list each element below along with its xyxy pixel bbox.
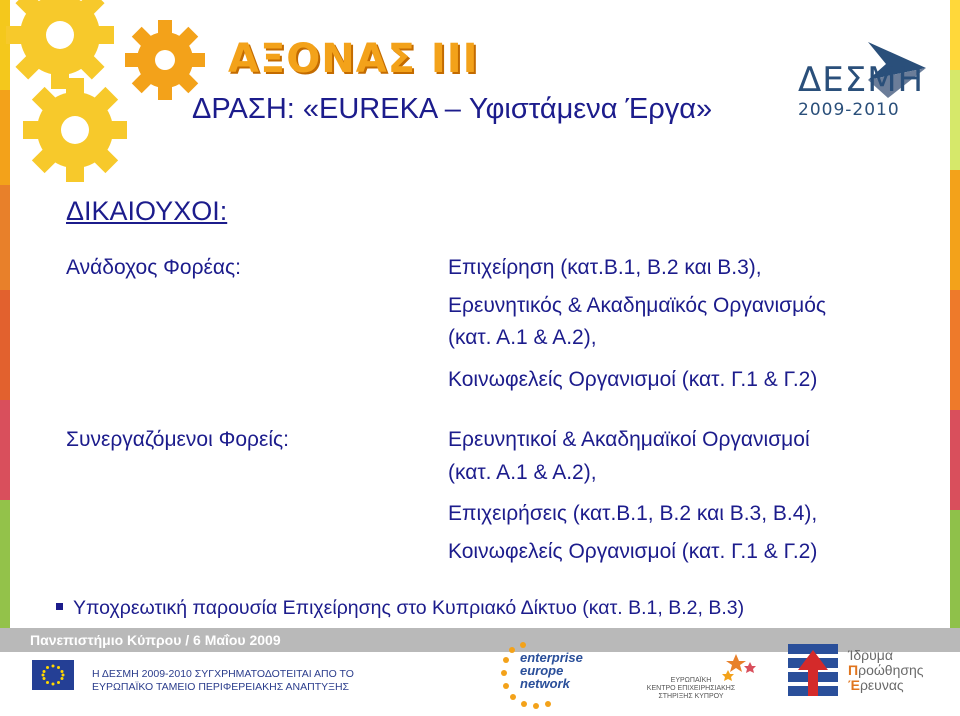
- business-support-centre-text: [636, 677, 746, 701]
- lead-body-label: Ανάδοχος Φορέας:: [66, 256, 242, 279]
- partner-entry: Ερευνητικοί & Ακαδημαϊκοί Οργανισμοί: [448, 428, 810, 451]
- axis-heading: ΑΞΟΝΑΣ ΙΙΙ: [228, 36, 479, 82]
- desmi-logo: [790, 40, 940, 130]
- een-line: europe: [520, 663, 564, 678]
- bullet-square-icon: [56, 603, 63, 610]
- partner-entry: (κατ. Α.1 & Α.2),: [448, 461, 597, 484]
- een-line: enterprise: [520, 650, 583, 665]
- een-line: network: [520, 676, 570, 691]
- rpf-initial: Π: [848, 662, 859, 678]
- lead-entry: Κοινωφελείς Οργανισμοί (κατ. Γ.1 & Γ.2): [448, 368, 818, 391]
- bsc-line: ΚΕΝΤΡΟ ΕΠΙΧΕΙΡΗΣΙΑΚΗΣ: [646, 685, 736, 692]
- rpf-line: [848, 663, 924, 678]
- eu-funding-line: Η ΔΕΣΜΗ 2009-2010 ΣΥΓΧΡΗΜΑΤΟΔΟΤΕΙΤΑΙ ΑΠΟ ΤΟ: [92, 668, 354, 680]
- right-color-stripe: [950, 0, 960, 630]
- logo-years-text: 2009-2010: [798, 100, 900, 120]
- bullet-note: [56, 597, 744, 620]
- bsc-line: ΣΤΗΡΙΞΗΣ ΚΥΠΡΟΥ: [658, 693, 724, 700]
- rpf-initial: Έ: [848, 677, 860, 693]
- partners-label: Συνεργαζόμενοι Φορείς:: [66, 428, 289, 451]
- logo-main-text: ΔΕΣΜΗ: [798, 60, 925, 100]
- page-title: ΔΡΑΣΗ: «EUREKA – Υφιστάμενα Έργα»: [192, 93, 713, 125]
- lead-entry: Ερευνητικός & Ακαδημαϊκός Οργανισμός: [448, 294, 826, 317]
- bsc-line: ΕΥΡΩΠΑΪΚΗ: [670, 677, 712, 684]
- bullet-note-text: Υποχρεωτική παρουσία Επιχείρησης στο Κυπριακό Δίκτυο (κατ. Β.1, Β.2, Β.3): [73, 597, 745, 619]
- rpf-word: ρευνας: [859, 677, 904, 693]
- eu-funding-line: ΕΥΡΩΠΑΪΚΟ ΤΑΜΕΙΟ ΠΕΡΙΦΕΡΕΙΑΚΗΣ ΑΝΑΠΤΥΞΗΣ: [92, 681, 350, 693]
- research-promotion-foundation-text: [848, 648, 924, 693]
- lead-entry: Επιχείρηση (κατ.Β.1, Β.2 και Β.3),: [448, 256, 762, 279]
- eu-flag-icon: [32, 660, 74, 690]
- partner-entry: Επιχειρήσεις (κατ.Β.1, Β.2 και Β.3, Β.4),: [448, 502, 818, 525]
- rpf-line: Ίδρυμα: [848, 647, 893, 663]
- eu-funding-text: [92, 668, 354, 694]
- beneficiaries-heading: ΔΙΚΑΙΟΥΧΟΙ:: [66, 196, 228, 226]
- lead-entry: (κατ. Α.1 & Α.2),: [448, 326, 597, 349]
- partner-entry: Κοινωφελείς Οργανισμοί (κατ. Γ.1 & Γ.2): [448, 540, 818, 563]
- footer-caption: Πανεπιστήμιο Κύπρου / 6 Μαΐου 2009: [30, 632, 281, 648]
- rpf-word: ροώθησης: [858, 662, 924, 678]
- een-text: [520, 651, 583, 690]
- rpf-line: [848, 678, 924, 693]
